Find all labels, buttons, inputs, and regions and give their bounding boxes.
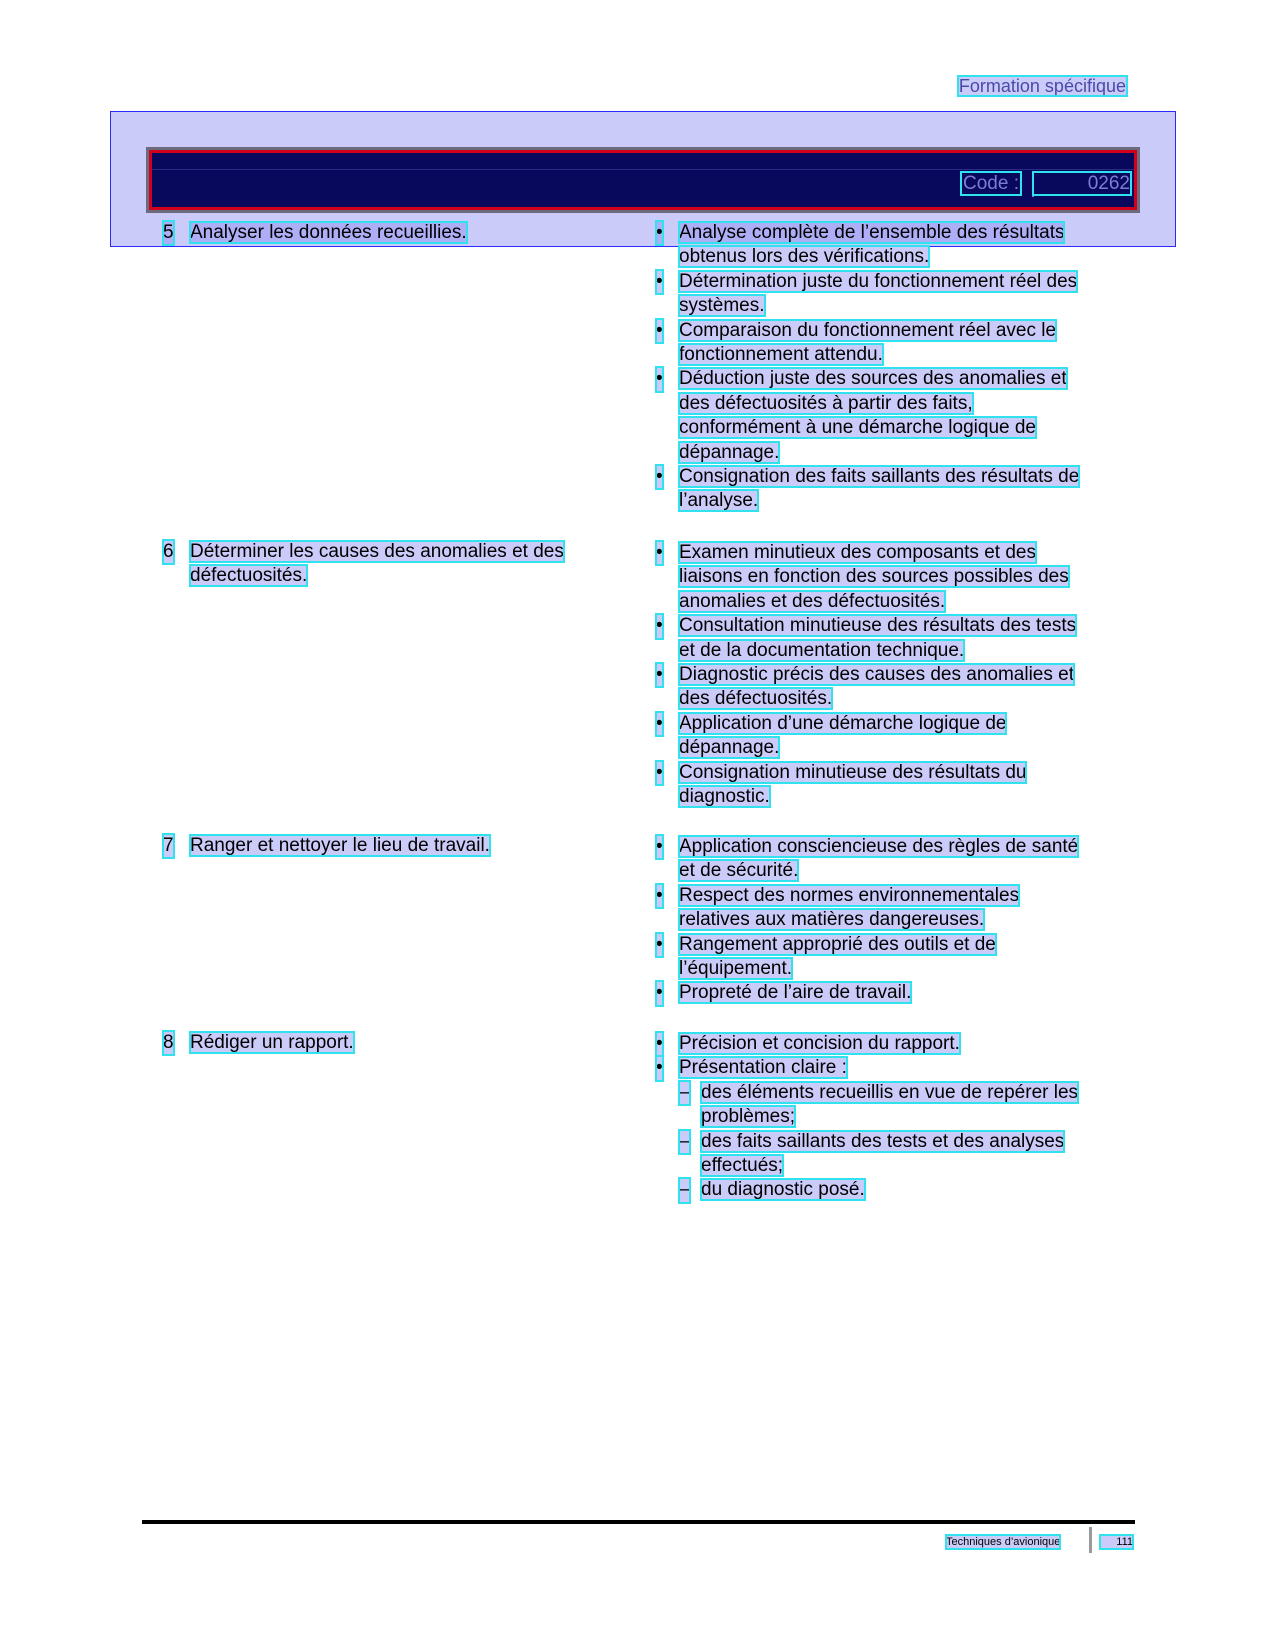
criterion-item: • Déduction juste des sources des anomalies et des défectuosités à partir des faits, conformément à une démarche logique de dépannage. bbox=[656, 368, 1067, 463]
step-number: 8 bbox=[163, 1032, 174, 1053]
bullet-icon: • bbox=[656, 270, 663, 294]
bullet-icon: • bbox=[656, 981, 663, 1005]
criteria-step-7 bbox=[656, 835, 1116, 1006]
code-label: Code : bbox=[963, 173, 1019, 194]
criterion-item: • Détermination juste du fonctionnement réel des systèmes. bbox=[656, 270, 1078, 317]
criterion-item: • Diagnostic précis des causes des anomalies et des défectuosités. bbox=[656, 664, 1074, 710]
criteria-step-6 bbox=[656, 541, 1116, 809]
bullet-icon: • bbox=[656, 465, 663, 489]
step-7 bbox=[163, 834, 653, 858]
criterion-item: • Analyse complète de l’ensemble des résultats obtenus lors des vérifications. bbox=[656, 222, 1065, 268]
criterion-item: • Consignation minutieuse des résultats du diagnostic. bbox=[656, 761, 1027, 808]
criterion-item: • Respect des normes environnementales relatives aux matières dangereuses. bbox=[656, 884, 1020, 931]
criterion-item: • Précision et concision du rapport. bbox=[656, 1032, 1116, 1056]
step-6 bbox=[163, 540, 653, 588]
criteria-step-8 bbox=[656, 1032, 1116, 1203]
criterion-item: • Comparaison du fonctionnement réel avec le fonctionnement attendu. bbox=[656, 319, 1057, 366]
criterion-item: • Consignation des faits saillants des résultats de l’analyse. bbox=[656, 466, 1080, 512]
bullet-icon: • bbox=[656, 1032, 663, 1056]
step-label: Rédiger un rapport. bbox=[190, 1032, 354, 1053]
criteria-step-5 bbox=[656, 221, 1116, 514]
criterion-item: • Présentation claire : bbox=[656, 1056, 1116, 1080]
bullet-icon: • bbox=[656, 1056, 663, 1080]
criterion-item: • Application d’une démarche logique de dépannage. bbox=[656, 712, 1007, 759]
bullet-icon: • bbox=[656, 319, 663, 343]
dash-icon: – bbox=[679, 1178, 690, 1202]
criterion-item: • Examen minutieux des composants et des liaisons en fonction des sources possibles des anomalies et des défectuosités. bbox=[656, 542, 1069, 612]
dash-icon: – bbox=[679, 1081, 690, 1105]
bullet-icon: • bbox=[656, 663, 663, 687]
bullet-icon: • bbox=[656, 221, 663, 245]
bullet-icon: • bbox=[656, 835, 663, 859]
step-number: 6 bbox=[163, 541, 174, 562]
step-8 bbox=[163, 1031, 653, 1055]
bullet-icon: • bbox=[656, 367, 663, 391]
sub-item: – des faits saillants des tests et des analyses effectués; bbox=[679, 1130, 1065, 1177]
code-value: 0262 bbox=[1034, 173, 1130, 194]
sub-item: – des éléments recueillis en vue de repérer les problèmes; bbox=[679, 1081, 1079, 1128]
section-title: Formation spécifique bbox=[958, 76, 1126, 96]
bullet-icon: • bbox=[656, 933, 663, 957]
step-number: 7 bbox=[163, 835, 174, 856]
sub-item: – du diagnostic posé. bbox=[656, 1178, 1116, 1202]
criterion-item: • Application consciencieuse des règles de santé et de sécurité. bbox=[656, 836, 1079, 882]
bullet-icon: • bbox=[656, 761, 663, 785]
step-5 bbox=[163, 221, 653, 245]
step-number: 5 bbox=[163, 222, 174, 243]
bullet-icon: • bbox=[656, 884, 663, 908]
footer-program-title: Techniques d’avionique bbox=[946, 1536, 1061, 1548]
footer-separator bbox=[1089, 1527, 1092, 1553]
footer-rule bbox=[142, 1520, 1135, 1524]
bullet-icon: • bbox=[656, 712, 663, 736]
bullet-icon: • bbox=[656, 541, 663, 565]
criterion-item: • Consultation minutieuse des résultats des tests et de la documentation technique. bbox=[656, 615, 1077, 661]
step-label: Déterminer les causes des anomalies et des bbox=[190, 541, 564, 562]
page-number: 111 bbox=[1100, 1535, 1133, 1549]
step-label: Analyser les données recueillies. bbox=[190, 222, 467, 243]
step-label: Ranger et nettoyer le lieu de travail. bbox=[190, 835, 490, 856]
criterion-item: • Propreté de l’aire de travail. bbox=[656, 981, 1116, 1005]
criterion-item: • Rangement approprié des outils et de l’équipement. bbox=[656, 933, 996, 980]
dash-icon: – bbox=[679, 1130, 690, 1154]
bullet-icon: • bbox=[656, 614, 663, 638]
step-label: défectuosités. bbox=[190, 565, 308, 586]
